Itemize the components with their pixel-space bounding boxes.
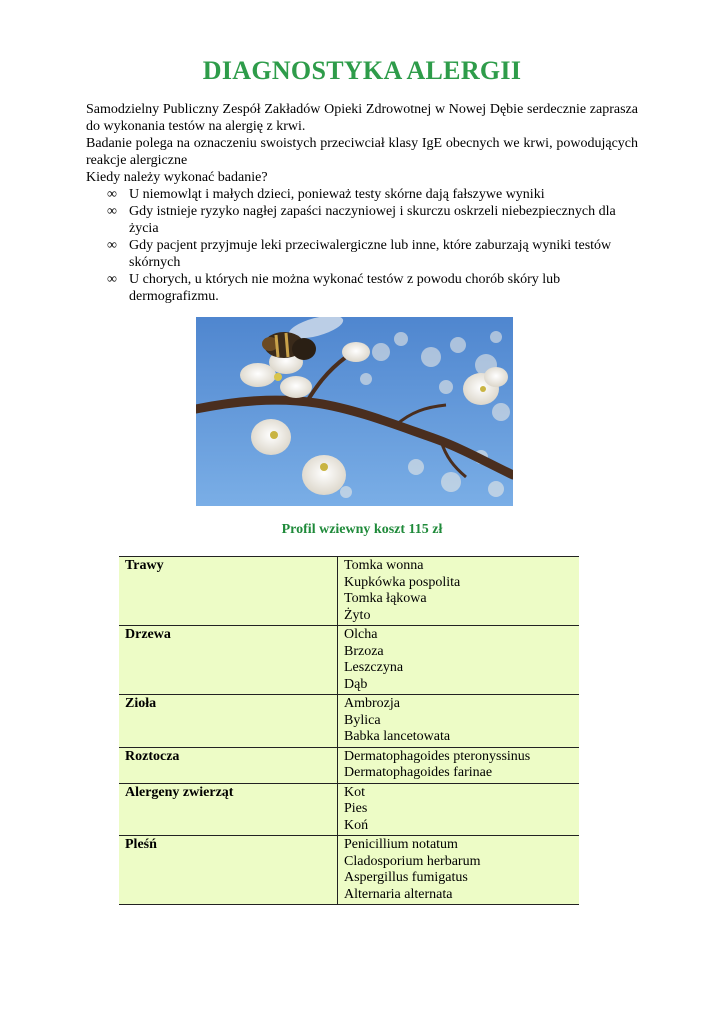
- allergen-item: Żyto: [344, 607, 371, 623]
- infinity-bullet-icon: ∞: [107, 272, 117, 287]
- allergen-item: Tomka wonna: [344, 558, 424, 573]
- allergen-item: Bylica: [344, 712, 381, 728]
- infinity-bullet-icon: ∞: [107, 204, 117, 219]
- allergen-item: Brzoza: [344, 643, 384, 659]
- body-text: [86, 101, 638, 305]
- indications-list: [86, 186, 638, 305]
- table-row: [119, 747, 579, 783]
- allergen-profile-table: [119, 556, 579, 905]
- allergen-item: Tomka łąkowa: [344, 591, 427, 606]
- list-item-text: Gdy istnieje ryzyko nagłej zapaści naczyniowej i skurczu oskrzeli niebezpiecznych dla życia: [129, 204, 616, 236]
- allergen-item: Penicillium notatum: [344, 837, 458, 852]
- allergen-item: Koń: [344, 817, 369, 833]
- allergen-item: Kot: [344, 784, 365, 800]
- question-paragraph: Kiedy należy wykonać badanie?: [86, 170, 268, 185]
- category-cell: Drzewa: [119, 626, 338, 695]
- table-row: [119, 836, 579, 905]
- allergen-item: Cladosporium herbarum: [344, 853, 481, 869]
- table-row: [119, 695, 579, 748]
- allergen-item: Pies: [344, 801, 368, 816]
- allergens-cell: [338, 836, 580, 905]
- infinity-bullet-icon: ∞: [107, 238, 117, 253]
- allergens-cell: [338, 695, 580, 748]
- list-item: [86, 237, 638, 271]
- allergen-item: Alternaria alternata: [344, 886, 453, 902]
- allergen-item: Ambrozja: [344, 696, 400, 711]
- category-cell: Alergeny zwierząt: [119, 783, 338, 836]
- description-paragraph: Badanie polega na oznaczeniu swoistych przeciwciał klasy IgE obecnych we krwi, powodujących reakcje alergiczne: [86, 136, 638, 168]
- table-row: [119, 557, 579, 626]
- allergen-item: Aspergillus fumigatus: [344, 870, 468, 885]
- allergen-item: Dąb: [344, 676, 368, 692]
- infinity-bullet-icon: ∞: [107, 187, 117, 202]
- table-row: [119, 626, 579, 695]
- allergen-item: Leszczyna: [344, 660, 404, 675]
- intro-paragraph: Samodzielny Publiczny Zespół Zakładów Opieki Zdrowotnej w Nowej Dębie serdecznie zaprasza do wykonania testów na alergię z krwi.: [86, 102, 638, 134]
- allergens-cell: [338, 557, 580, 626]
- allergens-cell: [338, 626, 580, 695]
- table-row: [119, 783, 579, 836]
- list-item-text: U chorych, u których nie można wykonać testów z powodu chorób skóry lub dermografizmu.: [129, 272, 561, 304]
- allergen-item: Babka lancetowata: [344, 729, 451, 744]
- bee-on-blossom-photo: [196, 317, 513, 506]
- allergens-cell: [338, 783, 580, 836]
- list-item: [86, 271, 638, 305]
- list-item-text: U niemowląt i małych dzieci, ponieważ testy skórne dają fałszywe wyniki: [129, 187, 545, 202]
- profile-caption: Profil wziewny koszt 115 zł: [281, 522, 443, 537]
- allergen-item: Kupkówka pospolita: [344, 574, 461, 590]
- page-title: DIAGNOSTYKA ALERGII: [202, 56, 522, 85]
- category-cell: Zioła: [119, 695, 338, 748]
- category-cell: Pleśń: [119, 836, 338, 905]
- category-cell: Roztocza: [119, 747, 338, 783]
- allergen-item: Olcha: [344, 627, 378, 642]
- list-item-text: Gdy pacjent przyjmuje leki przeciwalergiczne lub inne, które zaburzają wyniki testów skórnych: [129, 238, 612, 270]
- allergen-item: Dermatophagoides pteronyssinus: [344, 748, 531, 764]
- allergens-cell: [338, 747, 580, 783]
- allergen-item: Dermatophagoides farinae: [344, 765, 493, 780]
- list-item: [86, 186, 638, 203]
- category-cell: Trawy: [119, 557, 338, 626]
- list-item: [86, 203, 638, 237]
